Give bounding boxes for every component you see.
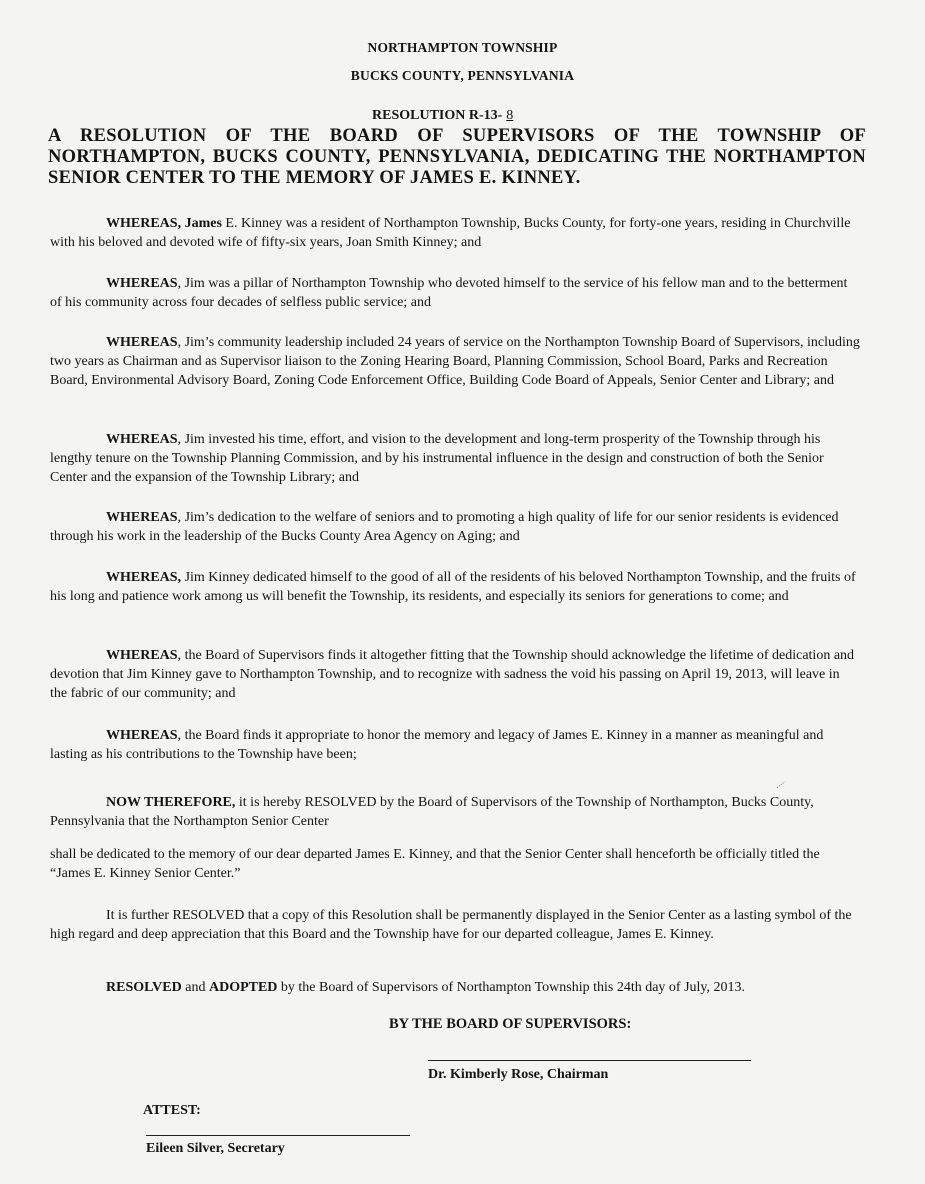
whereas-paragraph-6: WHEREAS, Jim Kinney dedicated himself to the good of all of the residents of his beloved Northampton Township, and the fruits of his long and patience work among us will benefit the Township, its residents, and especially its seniors for generations to come; and — [50, 570, 856, 604]
now-therefore-paragraph: NOW THEREFORE, it is hereby RESOLVED by the Board of Supervisors of the Township of Northampton, Bucks County, Pennsylvania that the Northampton Senior Center — [50, 795, 814, 829]
resolution-number: 8 — [506, 108, 514, 123]
secretary-signature-line — [146, 1135, 410, 1136]
attest-label: ATTEST: — [143, 1103, 201, 1118]
resolution-label: RESOLUTION R-13- — [372, 108, 503, 123]
whereas-paragraph-7: WHEREAS, the Board of Supervisors finds it altogether fitting that the Township should acknowledge the lifetime of dedication and devotion that Jim Kinney gave to Northampton Township, and to recognize with sadness the void his passing on April 19, 2013, will leave in the fabric of our community; and — [50, 648, 855, 701]
chairman-name: Dr. Kimberly Rose, Chairman — [428, 1067, 609, 1082]
whereas-paragraph-4: WHEREAS, Jim invested his time, effort, and vision to the development and long-term prosperity of the Township through his lengthy tenure on the Township Planning Commission, and by his instrumental influence in the design and construction of both the Senior Center and the expansion of the Township Library; and — [50, 432, 824, 485]
dedication-paragraph: shall be dedicated to the memory of our dear departed James E. Kinney, and that the Senior Center shall henceforth be officially titled the “James E. Kinney Senior Center.” — [50, 847, 820, 881]
board-signature-heading: BY THE BOARD OF SUPERVISORS: — [389, 1016, 632, 1032]
stray-ink-mark — [776, 781, 786, 789]
whereas-paragraph-2: WHEREAS, Jim was a pillar of Northampton Township who devoted himself to the service of his fellow man and to the betterment of his community across four decades of selfless public service; and — [50, 276, 848, 310]
secretary-name: Eileen Silver, Secretary — [146, 1141, 285, 1156]
resolution-title: A RESOLUTION OF THE BOARD OF SUPERVISORS OF THE TOWNSHIP OF NORTHAMPTON, BUCKS COUNTY, PENNSYLVANIA, DEDICATING THE NORTHAMPTON SENIOR CENTER TO THE MEMORY OF JAMES E. KINNEY. — [48, 126, 866, 188]
adopted-paragraph: RESOLVED and ADOPTED by the Board of Supervisors of Northampton Township this 24th day of July, 2013. — [106, 980, 746, 995]
whereas-paragraph-8: WHEREAS, the Board finds it appropriate to honor the memory and legacy of James E. Kinney in a manner as meaningful and lasting as his contributions to the Township have been; — [50, 728, 824, 762]
whereas-paragraph-1: WHEREAS, James E. Kinney was a resident of Northampton Township, Bucks County, for forty-one years, residing in Churchville with his beloved and devoted wife of fifty-six years, Joan Smith Kinney; and — [50, 216, 851, 250]
further-resolved-paragraph: It is further RESOLVED that a copy of this Resolution shall be permanently displayed in the Senior Center as a lasting symbol of the high regard and deep appreciation that this Board and the Township have for our departed colleague, James E. Kinney. — [50, 908, 852, 942]
whereas-paragraph-3: WHEREAS, Jim’s community leadership included 24 years of service on the Northampton Township Board of Supervisors, including two years as Chairman and as Supervisor liaison to the Zoning Hearing Board, Planning Commission, School Board, Parks and Recreation Board, Environmental Advisory Board, Zoning Code Enforcement Office, Building Code Board of Appeals, Senior Center and Library; and — [50, 335, 860, 388]
chairman-signature-line — [428, 1060, 751, 1061]
township-name: NORTHAMPTON TOWNSHIP — [367, 40, 558, 55]
county-name: BUCKS COUNTY, PENNSYLVANIA — [350, 68, 575, 83]
whereas-paragraph-5: WHEREAS, Jim’s dedication to the welfare of seniors and to promoting a high quality of life for our senior residents is evidenced through his work in the leadership of the Bucks County Area Agency on Aging; and — [50, 510, 839, 544]
resolution-number-line — [372, 108, 517, 124]
